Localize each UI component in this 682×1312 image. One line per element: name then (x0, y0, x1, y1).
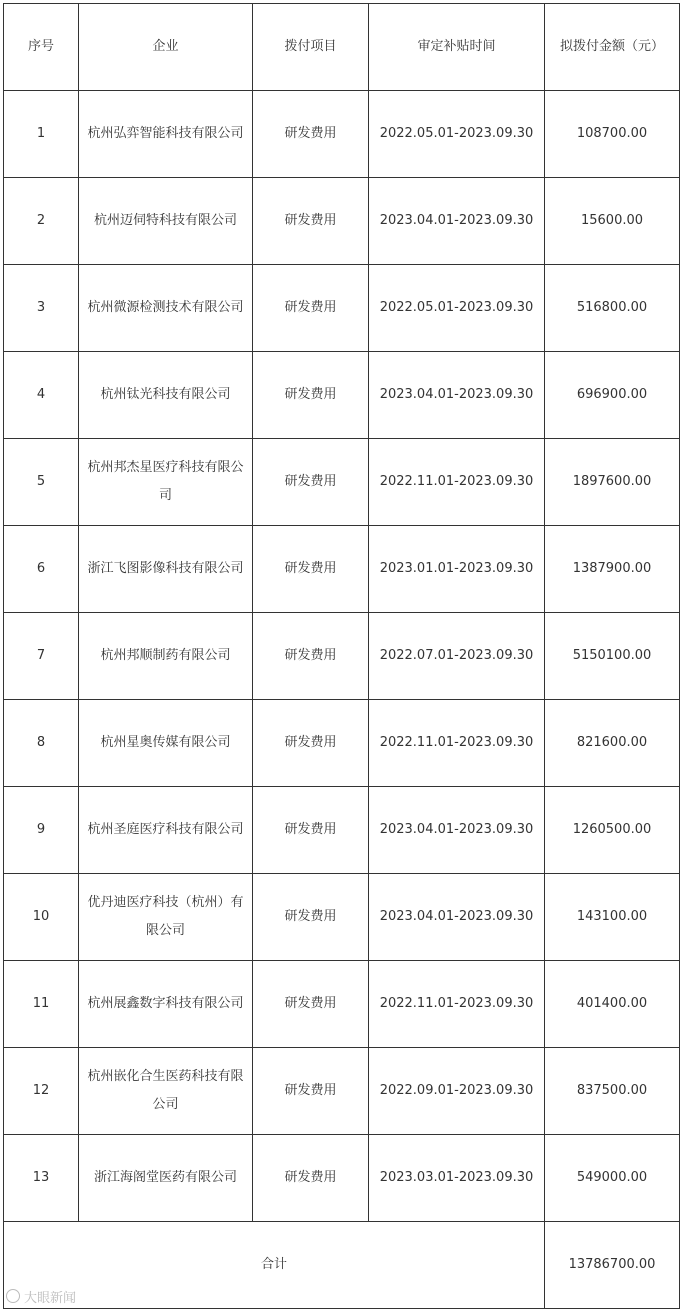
cell-period: 2022.11.01-2023.09.30 (369, 439, 545, 526)
cell-item: 研发费用 (253, 526, 369, 613)
cell-period: 2022.05.01-2023.09.30 (369, 265, 545, 352)
cell-amount: 696900.00 (545, 352, 680, 439)
cell-item: 研发费用 (253, 1048, 369, 1135)
table-row (4, 352, 680, 439)
table-row (4, 1048, 680, 1135)
cell-period: 2023.03.01-2023.09.30 (369, 1135, 545, 1222)
cell-company: 杭州展鑫数字科技有限公司 (79, 961, 253, 1048)
cell-no: 6 (4, 526, 79, 613)
cell-company: 浙江飞图影像科技有限公司 (79, 526, 253, 613)
table-row (4, 178, 680, 265)
cell-period: 2022.09.01-2023.09.30 (369, 1048, 545, 1135)
header-no: 序号 (4, 4, 79, 91)
cell-item: 研发费用 (253, 700, 369, 787)
cell-company: 杭州微源检测技术有限公司 (79, 265, 253, 352)
cell-company: 杭州星奥传媒有限公司 (79, 700, 253, 787)
cell-period: 2022.05.01-2023.09.30 (369, 91, 545, 178)
cell-amount: 549000.00 (545, 1135, 680, 1222)
cell-item: 研发费用 (253, 874, 369, 961)
table-row (4, 613, 680, 700)
cell-period: 2023.04.01-2023.09.30 (369, 352, 545, 439)
cell-item: 研发费用 (253, 613, 369, 700)
cell-amount: 15600.00 (545, 178, 680, 265)
cell-no: 1 (4, 91, 79, 178)
header-item: 拨付项目 (253, 4, 369, 91)
cell-no: 8 (4, 700, 79, 787)
cell-item: 研发费用 (253, 787, 369, 874)
watermark-text: 大眼新闻 (24, 1291, 77, 1306)
cell-item: 研发费用 (253, 178, 369, 265)
cell-amount: 1897600.00 (545, 439, 680, 526)
watermark (6, 1287, 76, 1306)
cell-item: 研发费用 (253, 439, 369, 526)
total-label: 合计 (4, 1222, 545, 1309)
cell-period: 2022.11.01-2023.09.30 (369, 700, 545, 787)
cell-company: 杭州圣庭医疗科技有限公司 (79, 787, 253, 874)
cell-company: 杭州迈伺特科技有限公司 (79, 178, 253, 265)
table-row (4, 1135, 680, 1222)
total-amount: 13786700.00 (545, 1222, 680, 1309)
table-row (4, 787, 680, 874)
cell-period: 2022.11.01-2023.09.30 (369, 961, 545, 1048)
cell-amount: 5150100.00 (545, 613, 680, 700)
total-row (4, 1222, 680, 1309)
table-row (4, 265, 680, 352)
cell-amount: 143100.00 (545, 874, 680, 961)
cell-no: 13 (4, 1135, 79, 1222)
header-amount: 拟拨付金额（元） (545, 4, 680, 91)
cell-no: 2 (4, 178, 79, 265)
table-row (4, 526, 680, 613)
cell-item: 研发费用 (253, 91, 369, 178)
table-row (4, 91, 680, 178)
cell-no: 12 (4, 1048, 79, 1135)
cell-amount: 821600.00 (545, 700, 680, 787)
header-row (4, 4, 680, 91)
cell-period: 2023.04.01-2023.09.30 (369, 178, 545, 265)
cell-item: 研发费用 (253, 1135, 369, 1222)
table-row (4, 961, 680, 1048)
watermark-logo-icon (6, 1289, 20, 1303)
header-period: 审定补贴时间 (369, 4, 545, 91)
cell-company: 浙江海阁堂医药有限公司 (79, 1135, 253, 1222)
cell-item: 研发费用 (253, 961, 369, 1048)
header-company: 企业 (79, 4, 253, 91)
table-row (4, 700, 680, 787)
cell-no: 10 (4, 874, 79, 961)
cell-amount: 401400.00 (545, 961, 680, 1048)
cell-amount: 516800.00 (545, 265, 680, 352)
cell-item: 研发费用 (253, 352, 369, 439)
cell-amount: 837500.00 (545, 1048, 680, 1135)
cell-period: 2023.04.01-2023.09.30 (369, 787, 545, 874)
cell-company: 杭州嵌化合生医药科技有限公司 (79, 1048, 253, 1135)
cell-amount: 108700.00 (545, 91, 680, 178)
cell-company: 杭州邦顺制药有限公司 (79, 613, 253, 700)
cell-no: 9 (4, 787, 79, 874)
cell-no: 4 (4, 352, 79, 439)
cell-period: 2023.01.01-2023.09.30 (369, 526, 545, 613)
cell-amount: 1387900.00 (545, 526, 680, 613)
cell-no: 11 (4, 961, 79, 1048)
cell-company: 优丹迪医疗科技（杭州）有限公司 (79, 874, 253, 961)
cell-item: 研发费用 (253, 265, 369, 352)
cell-no: 7 (4, 613, 79, 700)
cell-company: 杭州弘弈智能科技有限公司 (79, 91, 253, 178)
cell-amount: 1260500.00 (545, 787, 680, 874)
cell-no: 3 (4, 265, 79, 352)
subsidy-table (3, 3, 680, 1309)
cell-company: 杭州钛光科技有限公司 (79, 352, 253, 439)
cell-period: 2022.07.01-2023.09.30 (369, 613, 545, 700)
table-row (4, 874, 680, 961)
cell-period: 2023.04.01-2023.09.30 (369, 874, 545, 961)
table-row (4, 439, 680, 526)
cell-no: 5 (4, 439, 79, 526)
cell-company: 杭州邦杰星医疗科技有限公司 (79, 439, 253, 526)
